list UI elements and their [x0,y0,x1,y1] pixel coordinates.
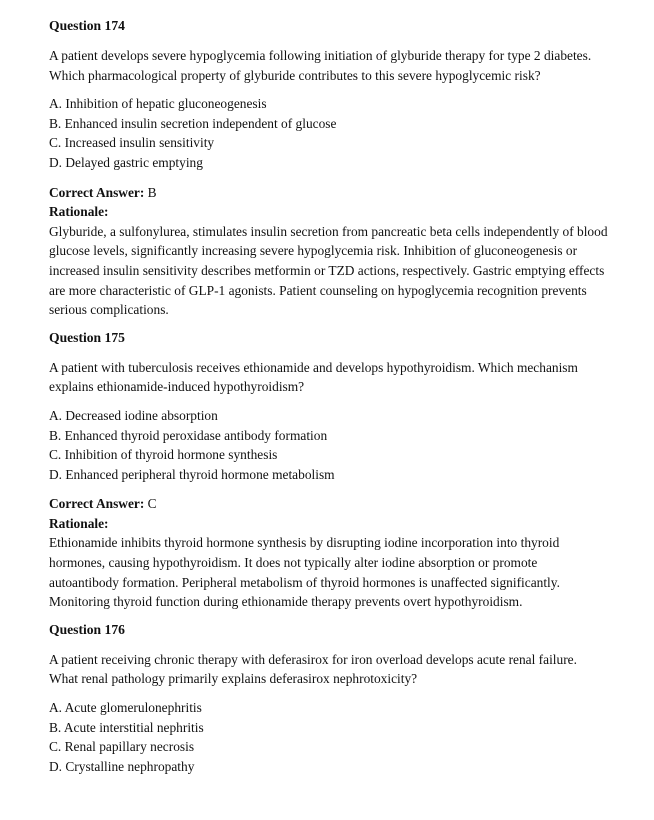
rationale-label: Rationale: [49,515,109,531]
question-heading: Question 176 [49,621,125,637]
option-a: A. Acute glomerulonephritis [49,700,202,716]
option-d: D. Delayed gastric emptying [49,154,203,170]
correct-answer-value: B [147,184,157,200]
option-d: D. Crystalline nephropathy [49,758,195,774]
correct-answer-label: Correct Answer: [49,496,145,512]
answer-options [49,406,609,484]
correct-answer [49,183,609,203]
rationale-label: Rationale: [49,204,109,220]
option-b: B. Enhanced insulin secretion independent of glucose [49,115,337,131]
correct-answer [49,494,609,514]
question-stem: A patient develops severe hypoglycemia following initiation of glyburide therapy for type 2 diabetes. Which pharmacological property of glyburide contributes to this severe hypoglycemic risk? [49,48,592,83]
question-175 [49,328,609,612]
option-c: C. Renal papillary necrosis [49,739,195,755]
option-a: A. Decreased iodine absorption [49,407,218,423]
correct-answer-value: C [147,496,157,512]
question-stem: A patient with tuberculosis receives ethionamide and develops hypothyroidism. Which mechanism explains ethionamide-induced hypothyroidism? [49,359,578,395]
answer-options [49,94,609,172]
question-176 [49,620,609,777]
question-heading: Question 175 [49,329,125,345]
option-d: D. Enhanced peripheral thyroid hormone metabolism [49,466,335,482]
option-c: C. Inhibition of thyroid hormone synthesis [49,447,278,463]
rationale-text: Ethionamide inhibits thyroid hormone synthesis by disrupting iodine incorporation into thyroid hormones, causing hypothyroidism. It does not typically alter iodine absorption or promote autoantibody formation. Peripheral metabolism of thyroid hormones is unaffected significantly. Monitoring thyroid function during ethionamide therapy prevents overt hypothyroidism. [49,535,560,610]
option-b: B. Enhanced thyroid peroxidase antibody formation [49,427,328,443]
question-heading: Question 174 [49,18,125,33]
option-b: B. Acute interstitial nephritis [49,719,204,735]
question-stem: A patient receiving chronic therapy with deferasirox for iron overload develops acute renal failure. What renal pathology primarily explains deferasirox nephrotoxicity? [49,651,577,687]
question-174 [49,16,609,320]
correct-answer-label: Correct Answer: [49,184,145,200]
rationale-text: Glyburide, a sulfonylurea, stimulates insulin secretion from pancreatic beta cells independently of blood glucose levels, significantly increasing severe hypoglycemia risk. Inhibition of gluconeogenesis or increased insulin sensitivity describes metformin or TZD actions, respectively. Gastric emptying effects are more characteristic of GLP-1 agonists. Patient counseling on hypoglycemia recognition prevents serious complications. [49,223,608,318]
answer-options [49,698,609,776]
option-c: C. Increased insulin sensitivity [49,135,215,151]
option-a: A. Inhibition of hepatic gluconeogenesis [49,96,267,112]
